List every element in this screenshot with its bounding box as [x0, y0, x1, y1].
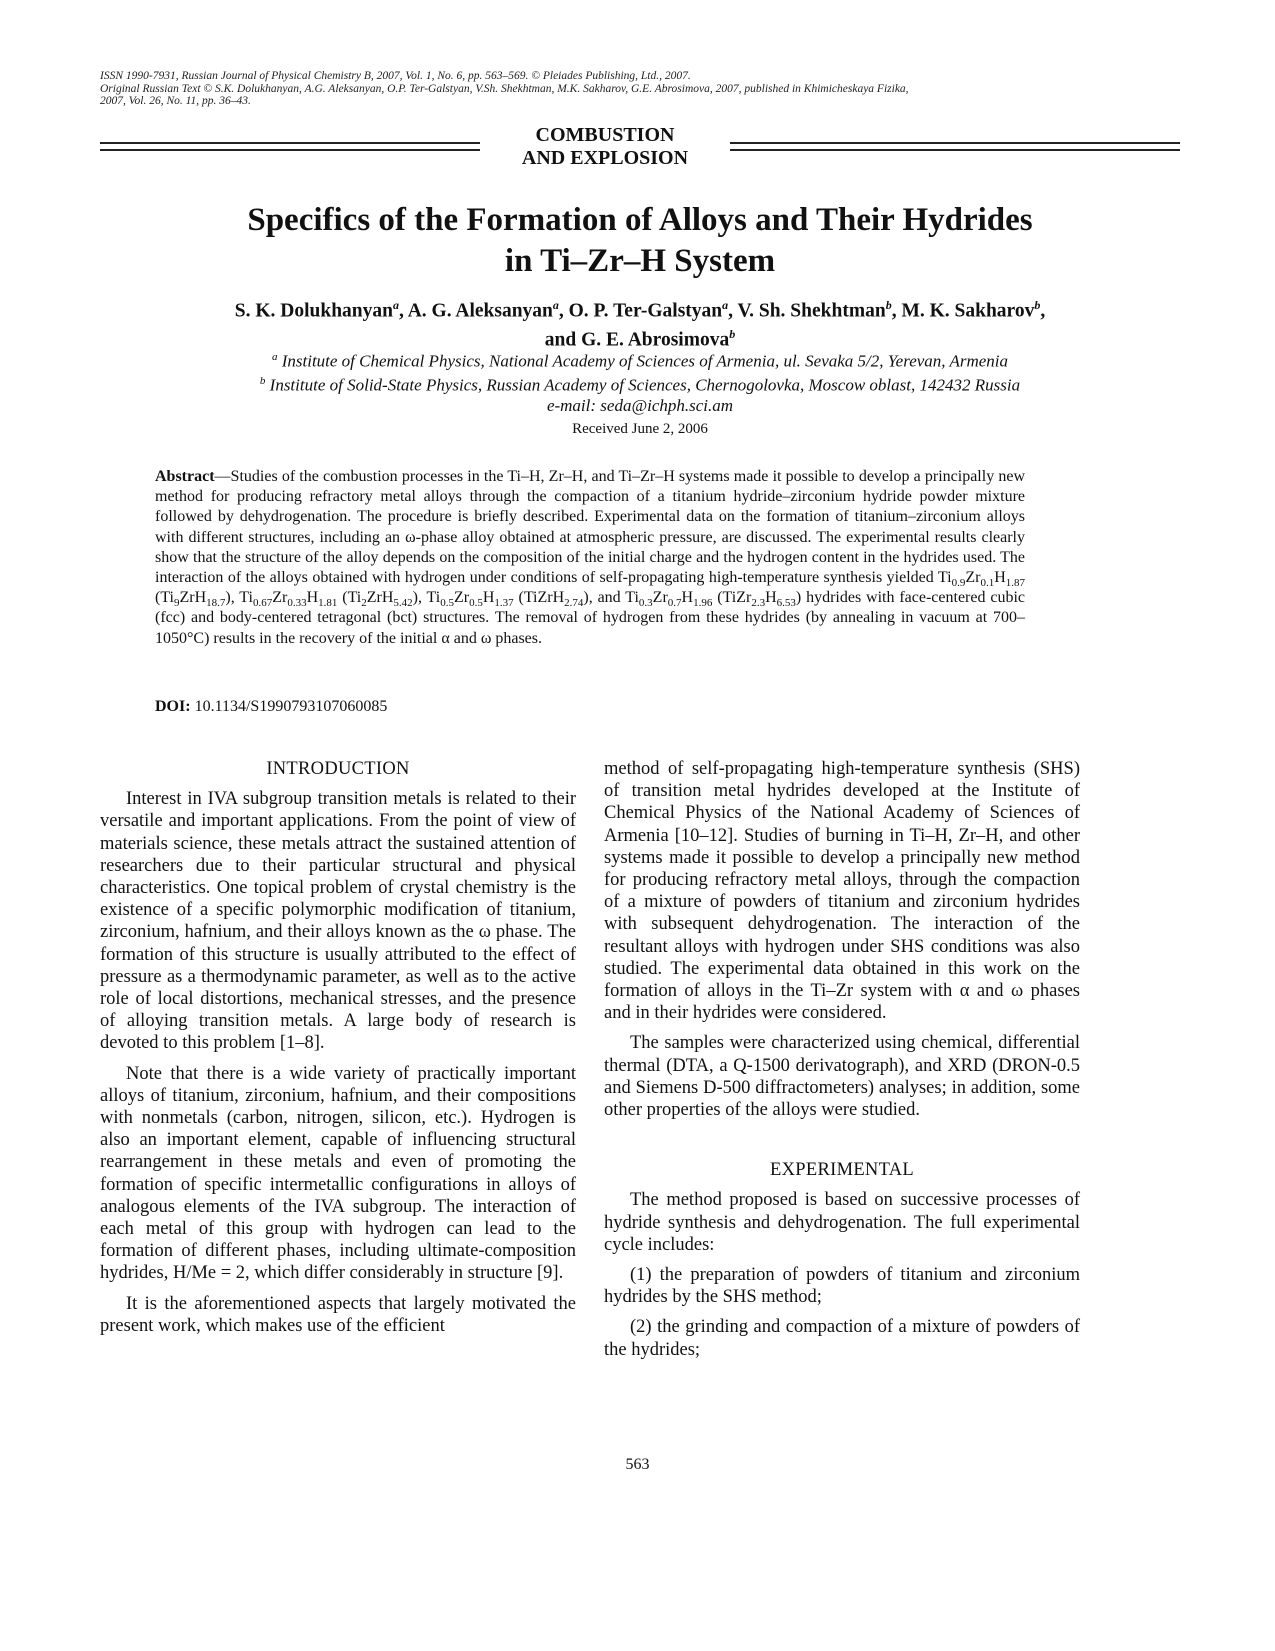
paragraph: The samples were characterized using chemical, differential thermal (DTA, a Q-1500 derivatograph), and XRD (DRON-0.5 and Siemens D-500 diffractometers) analyses; in addition, some other properties of the alloys were studied. [604, 1033, 1080, 1121]
author: S. K. Dolukhanyan [234, 300, 393, 322]
affil-mark: b [259, 375, 266, 387]
section-banner [100, 124, 1180, 170]
affil-mark: a [552, 298, 559, 312]
right-column [604, 758, 1080, 1369]
abstract-label: Abstract [155, 468, 215, 485]
section-label-line-2: AND EXPLOSION [521, 147, 689, 169]
banner-rule-right [730, 142, 1180, 151]
doi-value: 10.1134/S1990793107060085 [190, 698, 388, 715]
affil-mark: a [393, 298, 399, 312]
paragraph: method of self-propagating high-temperature synthesis (SHS) of transition metal hydrides developed at the Institute of Chemical Physics of the National Academy of Sciences of Armenia [10–12]. Studies of burning in Ti–H, Zr–H, and other systems made it possible to develop a principally new method for producing refractory metal alloys, through the compaction of a mixture of powders of titanium and zirconium hydrides with subsequent dehydrogenation. The interaction of the resultant alloys with hydrogen under SHS conditions was also studied. The experimental data obtained in this work on the formation of alloys in the Ti–Zr system with α and ω phases and in their hydrides were considered. [604, 759, 1080, 1024]
affil-mark: b [1034, 298, 1041, 312]
received-date: Received June 2, 2006 [572, 421, 708, 437]
affil-mark: b [885, 298, 892, 312]
affil-mark: a [722, 298, 729, 312]
paragraph: It is the aforementioned aspects that largely motivated the present work, which makes use of the efficient [100, 1293, 576, 1336]
paragraph: (2) the grinding and compaction of a mixture of powders of the hydrides; [604, 1317, 1080, 1360]
formula: $Ti_{0.9}Zr_{0.1}H_{1.87}$ $(Ti_9ZrH_{18.7})$, [155, 569, 1025, 610]
section-gap [604, 1129, 1080, 1159]
abstract [155, 467, 1025, 649]
paper-title [100, 200, 1180, 282]
left-column [100, 758, 576, 1345]
header-line-3: 2007, Vol. 26, No. 11, pp. 36–43. [100, 95, 251, 107]
affil-mark: b [729, 326, 736, 341]
formula: $Ti_{0.67}Zr_{0.33}H_{1.81}$ $(Ti_2ZrH_{5.42})$, [239, 589, 427, 610]
affiliation-b [100, 371, 1180, 396]
doi-label: DOI: [155, 698, 191, 715]
doi [155, 698, 1025, 716]
section-label-line-1: COMBUSTION [535, 124, 675, 146]
affiliation-text: Institute of Solid-State Physics, Russian Academy of Sciences, Chernogolovka, Moscow oblast, 142432 Russia [269, 375, 1021, 395]
title-line-2: in Ti–Zr–H System [504, 243, 776, 279]
section-heading-introduction: INTRODUCTION [266, 759, 410, 779]
authors-line-1: S. K. Dolukhanyan$^a$, A. G. Aleksanyan$^a$, O. P. Ter-Galstyan$^a$, V. Sh. Shekhtman$^b$, M. K. Sakharov$^b$, [234, 298, 1046, 322]
author: M. K. Sakharov [901, 300, 1035, 322]
section-label [480, 124, 730, 170]
header-line-1: ISSN 1990-7931, Russian Journal of Physical Chemistry B, 2007, Vol. 1, No. 6, pp. 563–569. © Pleiades Publishing, Ltd., 2007. [100, 70, 691, 82]
affil-mark: a [271, 351, 278, 363]
page-number: 563 [625, 1456, 650, 1473]
author: A. G. Aleksanyan [407, 300, 553, 322]
banner-rule-left [100, 142, 480, 151]
paragraph: Interest in IVA subgroup transition metals is related to their versatile and important applications. From the point of view of materials science, these metals attract the sustained attention of researchers due to their particular structural and physical characteristics. One topical problem of crystal chemistry is the existence of a specific polymorphic modification of titanium, zirconium, hafnium, and their alloys known as the ω phase. The formation of this structure is usually attributed to the effect of pressure as a thermodynamic parameter, as well as to the active role of local distortions, mechanical stresses, and the presence of alloying transition metals. A large body of research is devoted to this problem [1–8]. [100, 789, 576, 1054]
email: e-mail: seda@ichph.sci.am [546, 396, 734, 415]
paragraph: Note that there is a wide variety of practically important alloys of titanium, zirconium, hafnium, and their compositions with nonmetals (carbon, nitrogen, silicon, etc.). Hydrogen is also an important element, capable of influencing structural rearrangement in these metals and even of promoting the formation of specific intermetallic configurations in alloys of analogous elements of the IVA subgroup. The interaction of each metal of this group with hydrogen can lead to the formation of different phases, including ultimate-composition hydrides, H/Me = 2, which differ considerably in structure [9]. [100, 1063, 576, 1284]
author: and G. E. Abrosimova [544, 329, 730, 350]
paragraph: The method proposed is based on successive processes of hydride synthesis and dehydrogenation. The full experimental cycle includes: [604, 1190, 1080, 1255]
abstract-text: hydrides with face-centered cubic (fcc) and body-centered tetragonal (bct) structures. The removal of hydrogen from these hydrides (by annealing in vacuum at 700–1050°C) results in the recovery of the initial α and ω phases. [155, 589, 1026, 647]
abstract-text: —Studies of the combustion processes in the Ti–H, Zr–H, and Ti–Zr–H systems made it possible to develop a principally new method for producing refractory metal alloys through the compaction of a titanium hydride–zirconium hydride powder mixture followed by dehydrogenation. The procedure is briefly described. Experimental data on the formation of titanium–zirconium alloys with different structures, including an ω-phase alloy obtained at atmospheric pressure, are discussed. The experimental results clearly show that the structure of the alloy depends on the composition of the initial charge and the hydrogen content in the hydrides used. The interaction of the alloys obtained with hydrogen under conditions of self-propagating high-temperature synthesis yielded [155, 468, 1025, 587]
author: O. P. Ter-Galstyan [568, 300, 723, 322]
journal-header [100, 70, 1180, 108]
header-line-2: Original Russian Text © S.K. Dolukhanyan, A.G. Aleksanyan, O.P. Ter-Galstyan, V.Sh. Shekhtman, M.K. Sakharov, G.E. Abrosimova, 2007, published in Khimicheskaya Fizika, [100, 82, 909, 95]
affiliation-text: Institute of Chemical Physics, National Academy of Sciences of Armenia, ul. Sevaka 5/2, Yerevan, Armenia [281, 351, 1009, 371]
title-line-1: Specifics of the Formation of Alloys and Their Hydrides [247, 202, 1033, 238]
formula: $Ti_{0.5}Zr_{0.5}H_{1.37}$ (TiZrH$_{2.74}$), and [426, 589, 626, 610]
author: V. Sh. Shekhtman [737, 300, 886, 322]
author-list [100, 294, 1180, 351]
formula: $Ti_{0.3}Zr_{0.7}H_{1.96}$ $(TiZr_{2.3}H_{6.53})$ [625, 589, 802, 610]
affiliation-a [100, 347, 1180, 372]
paragraph: (1) the preparation of powders of titanium and zirconium hydrides by the SHS method; [604, 1265, 1080, 1308]
section-heading-experimental: EXPERIMENTAL [770, 1160, 914, 1181]
